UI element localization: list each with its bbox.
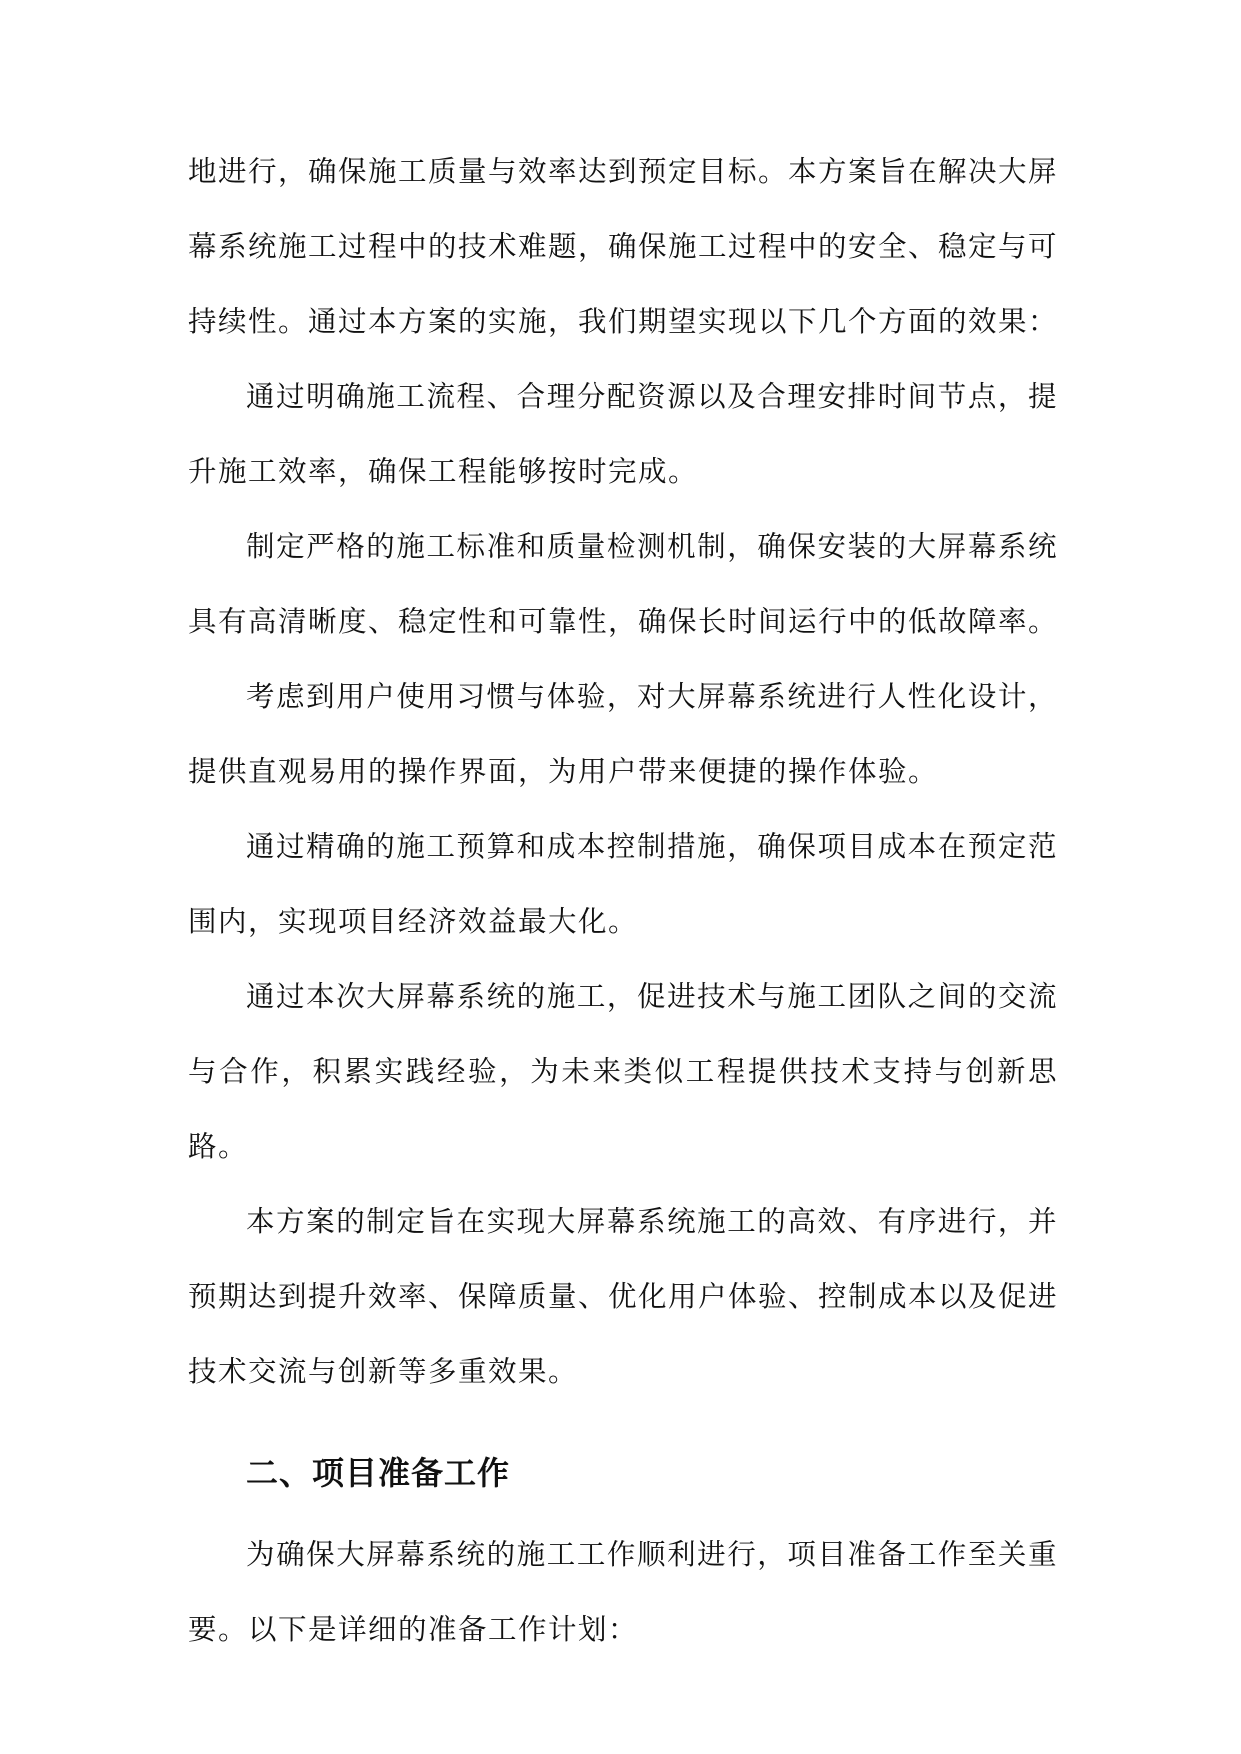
paragraph-preparation-intro: 为确保大屏幕系统的施工工作顺利进行，项目准备工作至关重要。以下是详细的准备工作计划： [188, 1538, 1058, 1646]
paragraph-cost-control: 通过精确的施工预算和成本控制措施，确保项目成本在预定范围内，实现项目经济效益最大化。 [188, 830, 1058, 938]
paragraph-summary: 本方案的制定旨在实现大屏幕系统施工的高效、有序进行，并预期达到提升效率、保障质量、优化用户体验、控制成本以及促进技术交流与创新等多重效果。 [188, 1205, 1059, 1388]
document-body [188, 134, 1058, 1667]
paragraph-intro-continuation: 地进行，确保施工质量与效率达到预定目标。本方案旨在解决大屏幕系统施工过程中的技术难题，确保施工过程中的安全、稳定与可持续性。通过本方案的实施，我们期望实现以下几个方面的效果： [188, 155, 1059, 338]
paragraph-quality: 制定严格的施工标准和质量检测机制，确保安装的大屏幕系统具有高清晰度、稳定性和可靠性，确保长时间运行中的低故障率。 [188, 530, 1059, 638]
paragraph-efficiency: 通过明确施工流程、合理分配资源以及合理安排时间节点，提升施工效率，确保工程能够按时完成。 [188, 380, 1058, 488]
paragraph-collaboration: 通过本次大屏幕系统的施工，促进技术与施工团队之间的交流与合作，积累实践经验，为未来类似工程提供技术支持与创新思路。 [188, 980, 1058, 1163]
section-heading-project-preparation: 二、项目准备工作 [246, 1454, 511, 1492]
paragraph-user-experience: 考虑到用户使用习惯与体验，对大屏幕系统进行人性化设计，提供直观易用的操作界面，为用户带来便捷的操作体验。 [188, 680, 1058, 788]
